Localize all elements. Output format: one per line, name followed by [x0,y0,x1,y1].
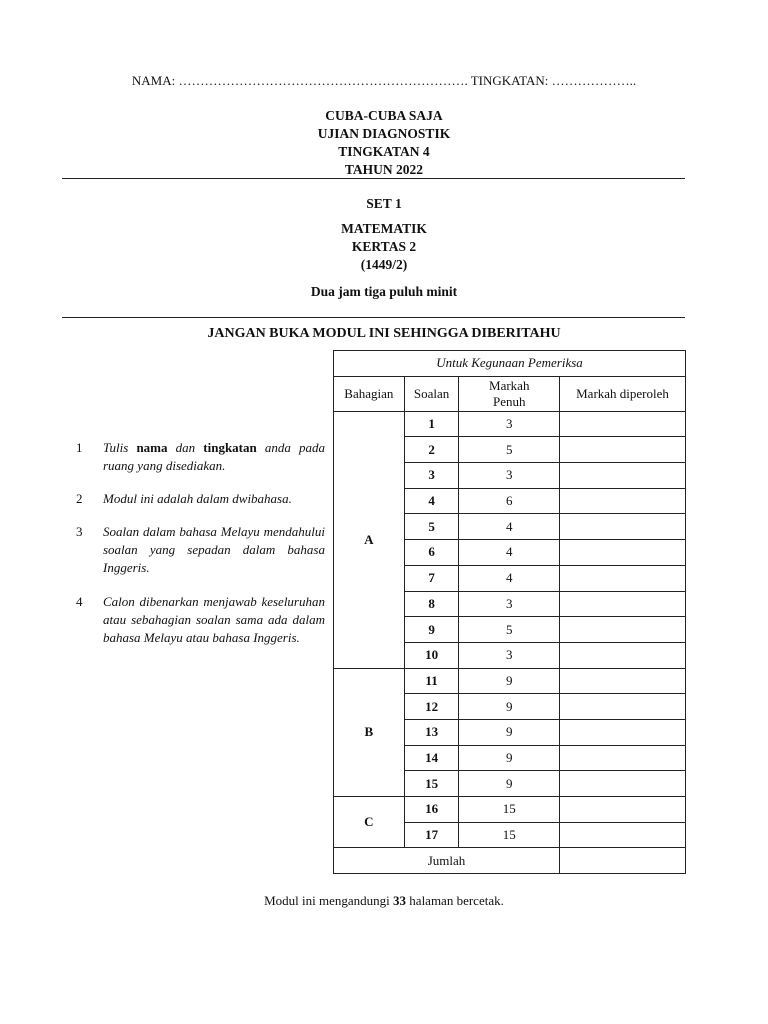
marks-obtained-input[interactable] [560,514,686,540]
header-line-1: CUBA-CUBA SAJA [325,108,443,123]
question-number: 7 [404,565,459,591]
instruction-text: Modul ini adalah dalam dwibahasa. [103,491,292,506]
paper-info [0,220,768,274]
question-number: 8 [404,591,459,617]
marks-obtained-input[interactable] [560,694,686,720]
header-line-2: UJIAN DIAGNOSTIK [317,126,451,141]
header-soalan: Soalan [404,376,459,411]
full-marks: 3 [459,411,560,437]
marks-obtained-input[interactable] [560,822,686,848]
full-marks: 3 [459,591,560,617]
instruction-number: 3 [76,524,83,539]
marks-obtained-input[interactable] [560,642,686,668]
question-number: 3 [404,463,459,489]
question-number: 16 [404,797,459,823]
document-header [0,107,768,179]
question-number: 12 [404,694,459,720]
instruction-number: 1 [76,440,83,455]
name-class-line: NAMA: …………………………………………………………. TINGKATAN: ……………….. [131,73,637,88]
marks-obtained-input[interactable] [560,771,686,797]
paper-code: (1449/2) [360,257,408,272]
header-line-3: TINGKATAN 4 [338,144,430,159]
marks-obtained-input[interactable] [560,719,686,745]
table-row [334,411,686,437]
question-number: 5 [404,514,459,540]
question-number: 14 [404,745,459,771]
full-marks: 9 [459,668,560,694]
top-divider [62,178,685,179]
instruction-number: 2 [76,491,83,506]
table-caption: Untuk Kegunaan Pemeriksa [334,351,686,377]
header-bahagian: Bahagian [334,376,405,411]
question-number: 6 [404,540,459,566]
full-marks: 9 [459,719,560,745]
footer-note: Modul ini mengandungi 33 halaman bercetak. [264,893,504,908]
instruction-text: Calon dibenarkan menjawab keseluruhan atau sebahagian soalan sama ada dalam bahasa Melayu atau bahasa Inggeris. [103,594,325,645]
examiner-table [333,350,686,874]
table-body [334,411,686,848]
marks-obtained-input[interactable] [560,437,686,463]
section-label: B [334,668,405,796]
marks-obtained-input[interactable] [560,540,686,566]
full-marks: 9 [459,771,560,797]
header-markah-diperoleh: Markah diperoleh [560,376,686,411]
question-number: 1 [404,411,459,437]
question-number: 13 [404,719,459,745]
section-label: A [334,411,405,668]
full-marks: 3 [459,642,560,668]
full-marks: 3 [459,463,560,489]
question-number: 2 [404,437,459,463]
header-markah-penuh: Markah Penuh [459,376,560,411]
jumlah-label: Jumlah [334,848,560,874]
marks-obtained-input[interactable] [560,463,686,489]
full-marks: 15 [459,797,560,823]
question-number: 9 [404,617,459,643]
question-number: 10 [404,642,459,668]
header-line-4: TAHUN 2022 [344,162,424,177]
marks-obtained-input[interactable] [560,617,686,643]
duration: Dua jam tiga puluh minit [310,284,458,299]
question-number: 11 [404,668,459,694]
full-marks: 15 [459,822,560,848]
jumlah-input[interactable] [560,848,686,874]
table-row [334,668,686,694]
question-number: 17 [404,822,459,848]
paper-number: KERTAS 2 [351,239,417,254]
table-row [334,797,686,823]
question-number: 4 [404,488,459,514]
full-marks: 9 [459,745,560,771]
question-number: 15 [404,771,459,797]
full-marks: 5 [459,617,560,643]
set-label: SET 1 [366,196,402,211]
page-count: 33 [393,893,407,908]
full-marks: 9 [459,694,560,720]
marks-obtained-input[interactable] [560,745,686,771]
subject-title: MATEMATIK [341,221,427,236]
middle-divider [62,317,685,318]
full-marks: 4 [459,514,560,540]
marks-obtained-input[interactable] [560,565,686,591]
marks-obtained-input[interactable] [560,488,686,514]
instruction-number: 4 [76,594,83,609]
section-label: C [334,797,405,848]
marks-obtained-input[interactable] [560,797,686,823]
instruction-text: Tulis nama dan tingkatan anda pada ruang yang disediakan. [103,440,326,473]
marks-obtained-input[interactable] [560,411,686,437]
full-marks: 6 [459,488,560,514]
full-marks: 5 [459,437,560,463]
instruction-text: Soalan dalam bahasa Melayu mendahului soalan yang sepadan dalam bahasa Inggeris. [103,524,325,575]
full-marks: 4 [459,540,560,566]
marks-obtained-input[interactable] [560,668,686,694]
full-marks: 4 [459,565,560,591]
marks-obtained-input[interactable] [560,591,686,617]
warning-title: JANGAN BUKA MODUL INI SEHINGGA DIBERITAHU [207,326,561,341]
